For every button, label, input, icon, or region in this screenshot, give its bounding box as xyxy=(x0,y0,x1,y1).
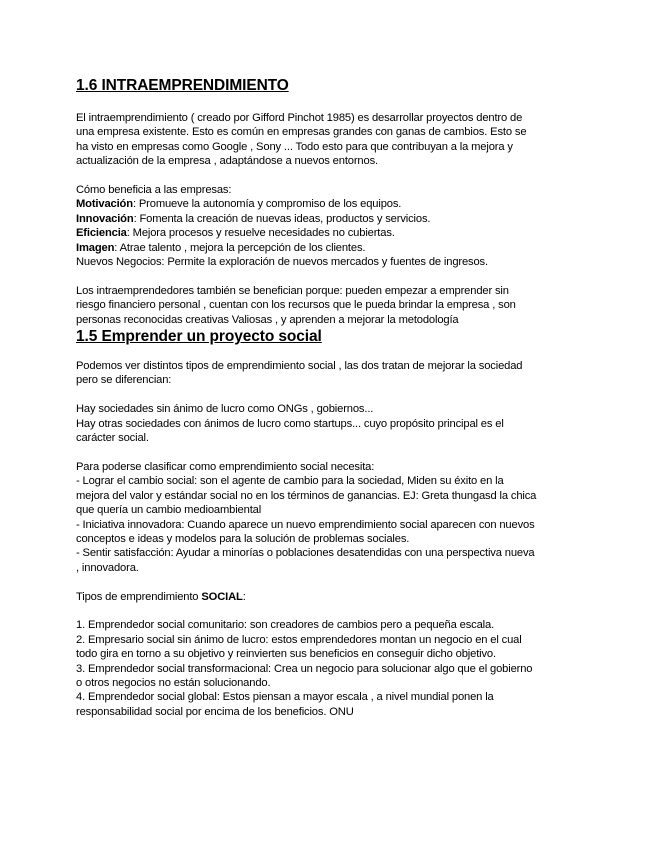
benefit-item xyxy=(76,197,595,211)
list-item: todo gira en torno a su objetivo y reinvierten sus beneficios en conseguir dicho objetivo. xyxy=(76,648,496,661)
benefit-term: Eficiencia xyxy=(76,227,127,240)
text-line: mejora del valor y estándar social no en los términos de ganancias. EJ: Greta thungasd la chica xyxy=(76,489,537,502)
benefit-desc: : Mejora procesos y resuelve necesidades no cubiertas. xyxy=(126,227,395,240)
tipos-heading xyxy=(76,590,595,604)
benefit-term: Motivación xyxy=(76,198,133,211)
list-item: o otros negocios no están solucionando. xyxy=(76,676,271,689)
text-line: actualización de la empresa , adaptándose a nuevos entornos. xyxy=(76,155,378,168)
text-line: El intraemprendimiento ( creado por Gifford Pinchot 1985) es desarrollar proyectos dentro de xyxy=(76,112,523,124)
text-line: Hay sociedades sin ánimo de lucro como ONGs , gobiernos... xyxy=(76,403,374,416)
benefits-heading: Cómo beneficia a las empresas: xyxy=(76,184,232,197)
text-line: personas reconocidas creativas Valiosas , y aprenden a mejorar la metodología xyxy=(76,313,459,326)
text-line: pero se diferencian: xyxy=(76,374,172,387)
list-item: 1. Emprendedor social comunitario: son creadores de cambios pero a pequeña escala. xyxy=(76,619,495,632)
text-line: carácter social. xyxy=(76,432,149,445)
section-heading-intraemprendimiento: 1.6 INTRAEMPRENDIMIENTO xyxy=(76,77,289,94)
section2-body xyxy=(76,359,595,719)
text-line: Hay otras sociedades con ánimos de lucro como startups... cuyo propósito principal es el xyxy=(76,417,504,430)
benefit-item xyxy=(76,226,595,240)
list-item: 2. Empresario social sin ánimo de lucro: estos emprendedores montan un negocio en el cual xyxy=(76,633,522,646)
text-line: Podemos ver distintos tipos de emprendimiento social , las dos tratan de mejorar la sociedad xyxy=(76,360,523,373)
text-line: conceptos e ideas y modelos para la solución de problemas sociales. xyxy=(76,532,410,545)
text-line: - Iniciativa innovadora: Cuando aparece un nuevo emprendimiento social aparecen con nuevos xyxy=(76,518,535,531)
list-item: 3. Emprendedor social transformacional: Crea un negocio para solucionar algo que el gobierno xyxy=(76,662,533,675)
benefit-item xyxy=(76,241,595,255)
tipos-prefix: Tipos de emprendimiento xyxy=(76,590,202,603)
benefit-term: Imagen xyxy=(76,241,115,254)
list-item: responsabilidad social por encima de los beneficios. ONU xyxy=(76,705,354,718)
text-line: - Lograr el cambio social: son el agente de cambio para la sociedad, Miden su éxito en la xyxy=(76,475,504,488)
text-line: que quería un cambio medioambiental xyxy=(76,504,262,517)
benefit-desc: : Fomenta la creación de nuevas ideas, productos y servicios. xyxy=(133,212,431,225)
tipos-suffix: : xyxy=(242,590,246,603)
text-line: , innovadora. xyxy=(76,561,139,574)
list-item: 4. Emprendedor social global: Estos piensan a mayor escala , a nivel mundial ponen la xyxy=(76,691,494,704)
benefit-term: Innovación xyxy=(76,212,134,225)
text-line: Los intraemprendedores también se benefician porque: pueden empezar a emprender sin xyxy=(76,284,509,297)
text-line: una empresa existente. Esto es común en empresas grandes con ganas de cambios. Esto se xyxy=(76,126,527,139)
benefit-item: Nuevos Negocios: Permite la exploración de nuevos mercados y fuentes de ingresos. xyxy=(76,256,488,269)
text-line: Para poderse clasificar como emprendimiento social necesita: xyxy=(76,460,375,473)
tipos-bold: SOCIAL xyxy=(201,590,243,603)
text-line: ha visto en empresas como Google , Sony ... Todo esto para que contribuyan a la mejora y xyxy=(76,140,513,153)
benefit-desc: : Promueve la autonomía y compromiso de los equipos. xyxy=(132,198,402,211)
benefit-desc: : Atrae talento , mejora la percepción de los clientes. xyxy=(114,241,366,254)
text-line: riesgo financiero personal , cuentan con los recursos que le pueda brindar la empresa , son xyxy=(76,299,516,312)
text-line: - Sentir satisfacción: Ayudar a minorías o poblaciones desatendidas con una perspectiva nueva xyxy=(76,547,535,560)
benefit-item xyxy=(76,212,595,226)
section-heading-proyecto-social: 1.5 Emprender un proyecto social xyxy=(76,328,322,346)
section1-body xyxy=(76,111,595,327)
